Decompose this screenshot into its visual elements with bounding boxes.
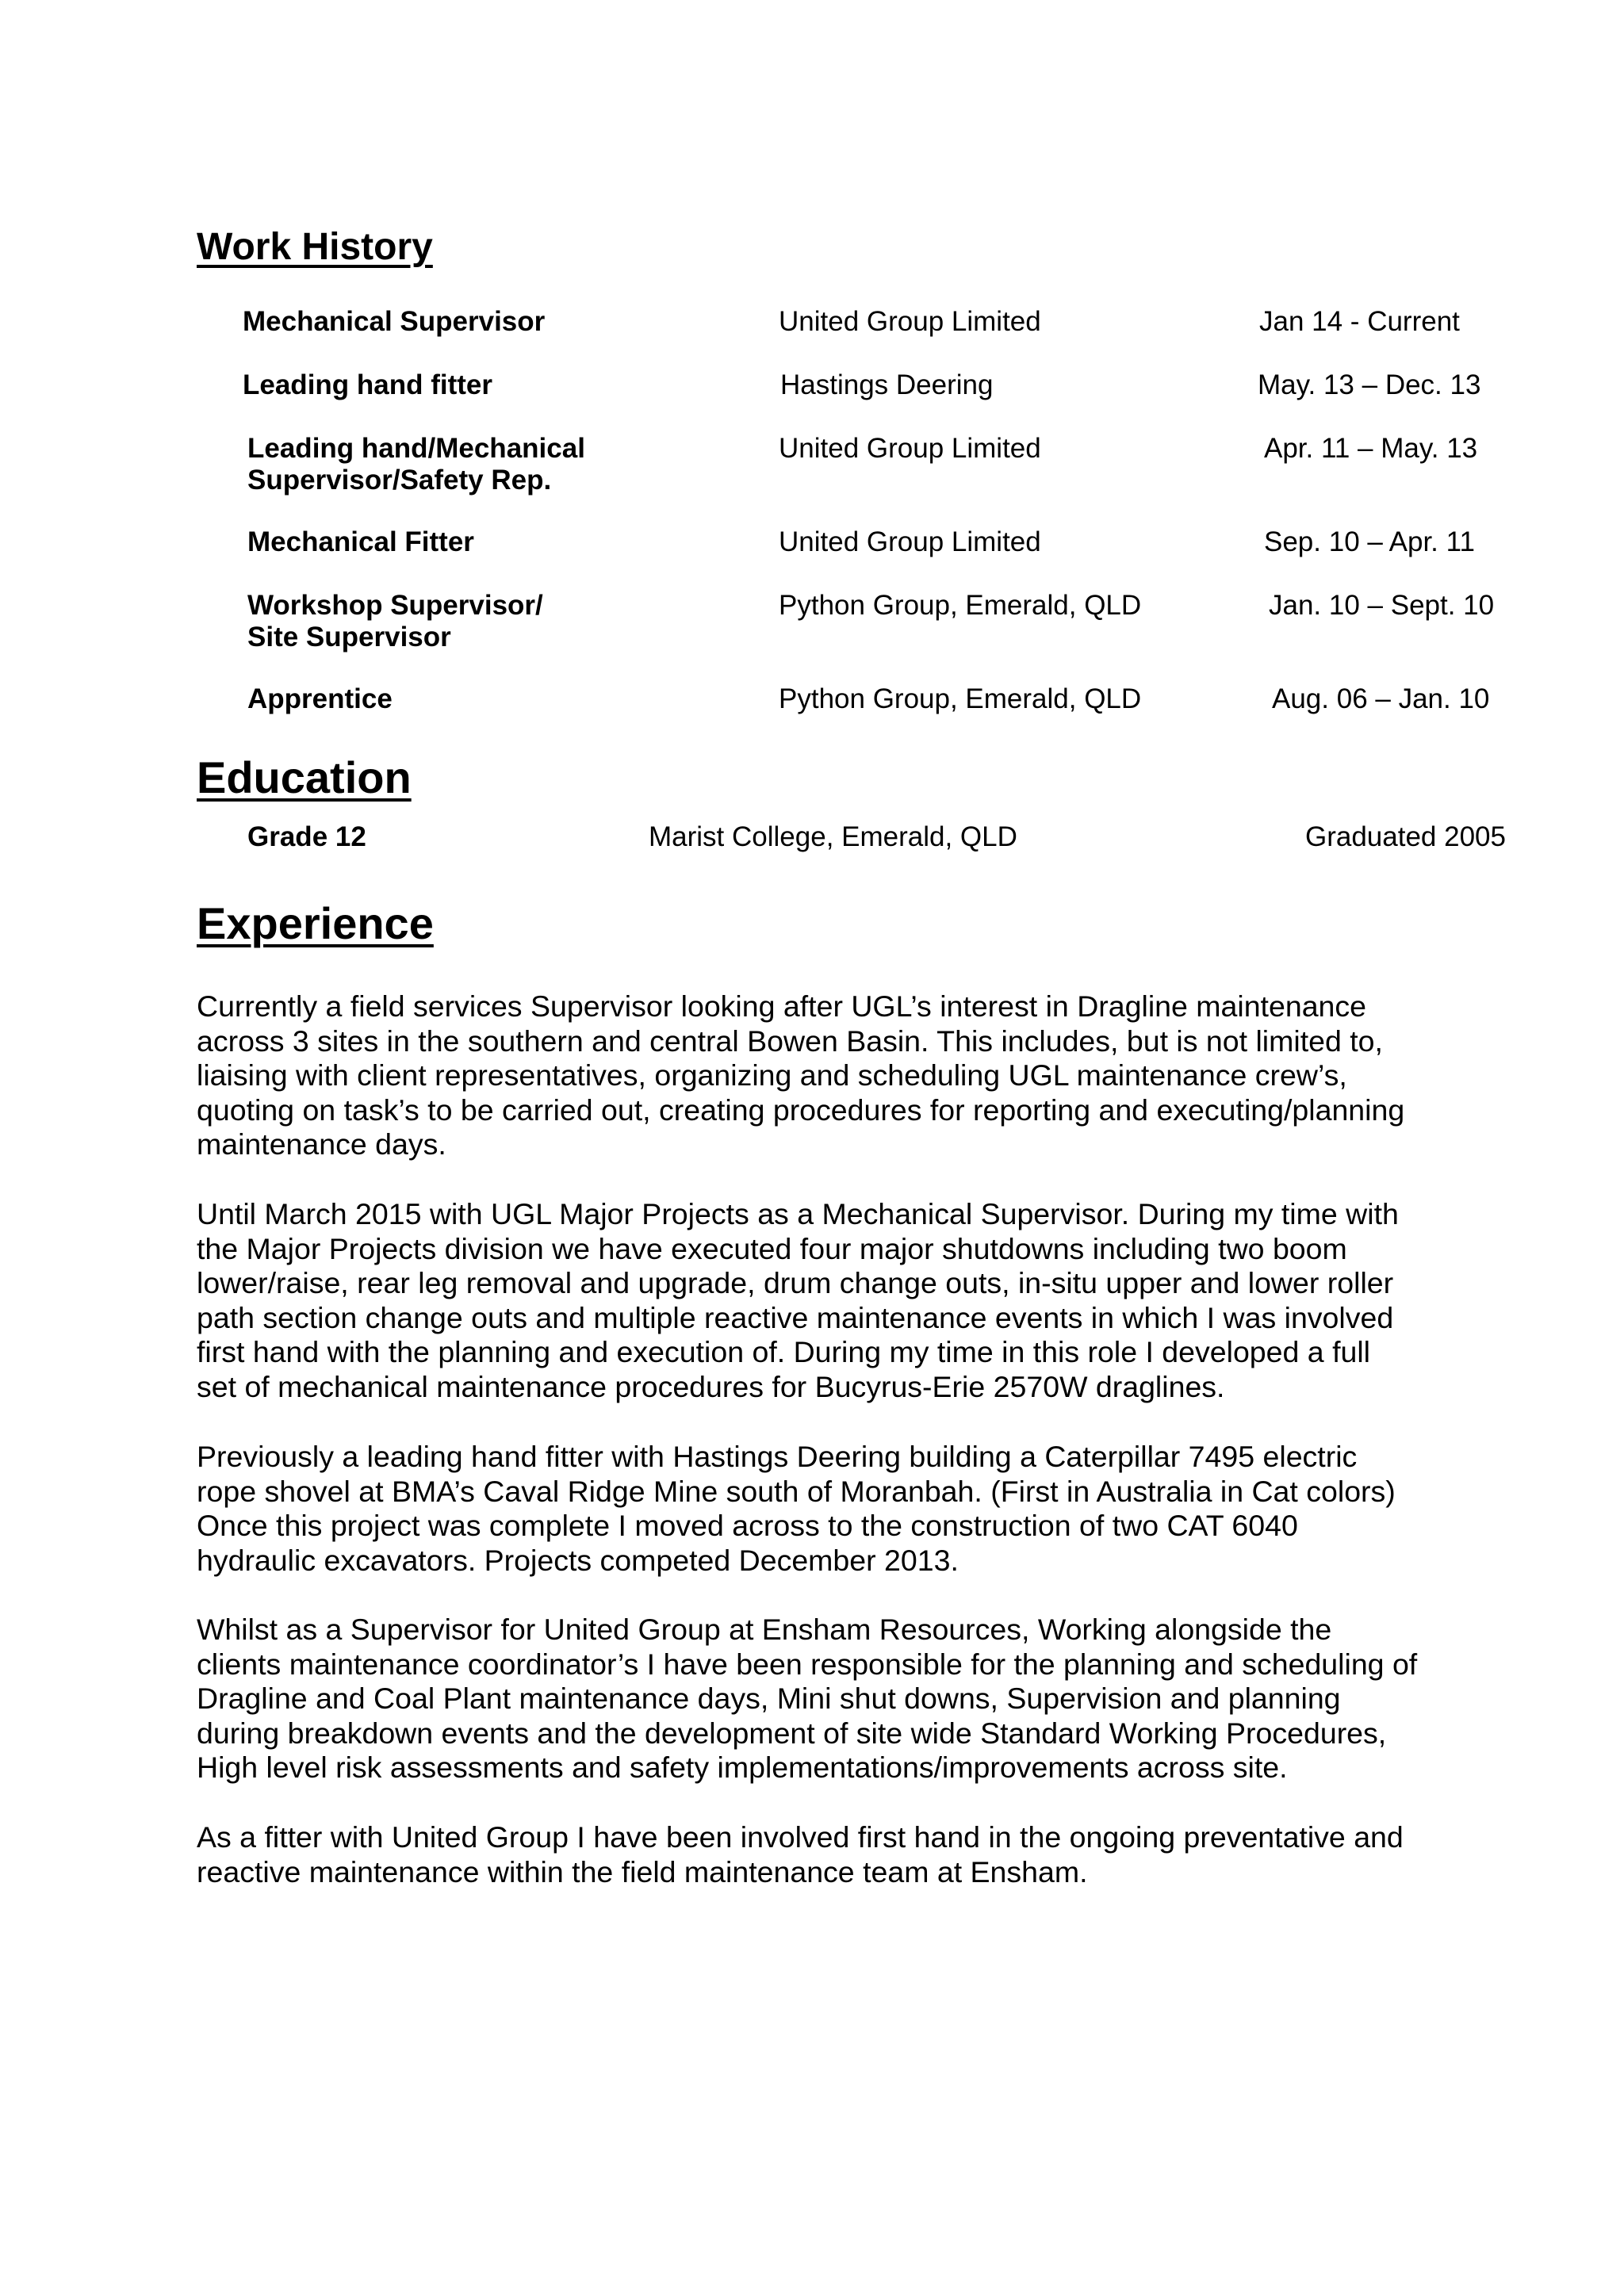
job-title: Leading hand/Mechanical [247, 433, 585, 464]
job-company: United Group Limited [779, 526, 1041, 557]
experience-heading: Experience [197, 898, 434, 948]
paragraph-line: Whilst as a Supervisor for United Group at Ensham Resources, Working alongside the [197, 1613, 1332, 1646]
experience-paragraph [197, 1197, 1450, 1404]
job-company: Python Group, Emerald, QLD [779, 683, 1142, 714]
job-title: Apprentice [247, 683, 393, 714]
paragraph-line: maintenance days. [197, 1127, 446, 1161]
paragraph-line: Until March 2015 with UGL Major Projects as a Mechanical Supervisor. During my time with [197, 1197, 1399, 1230]
job-dates: Jan 14 - Current [1259, 306, 1460, 337]
paragraph-line: the Major Projects division we have executed four major shutdowns including two boom [197, 1231, 1347, 1265]
education-level: Grade 12 [247, 821, 366, 852]
education-school: Marist College, Emerald, QLD [649, 821, 1017, 852]
paragraph-line: reactive maintenance within the field maintenance team at Ensham. [197, 1854, 1088, 1888]
job-dates: May. 13 – Dec. 13 [1258, 369, 1481, 400]
education-heading: Education [197, 752, 412, 802]
paragraph-line: Once this project was complete I moved across to the construction of two CAT 6040 [197, 1509, 1298, 1542]
job-title: Supervisor/Safety Rep. [247, 465, 552, 496]
paragraph-line: hydraulic excavators. Projects competed December 2013. [197, 1543, 959, 1577]
job-title: Mechanical Fitter [247, 526, 474, 557]
experience-paragraph [197, 1613, 1450, 1785]
paragraph-line: first hand with the planning and execution of. During my time in this role I developed a full [197, 1335, 1371, 1368]
job-company: United Group Limited [779, 306, 1041, 337]
experience-paragraph [197, 989, 1450, 1162]
paragraph-line: lower/raise, rear leg removal and upgrade, drum change outs, in-situ upper and lower roller [197, 1266, 1394, 1299]
job-dates: Apr. 11 – May. 13 [1264, 433, 1478, 464]
paragraph-line: path section change outs and multiple reactive maintenance events in which I was involved [197, 1300, 1394, 1334]
job-company: United Group Limited [779, 433, 1041, 464]
paragraph-line: Previously a leading hand fitter with Hastings Deering building a Caterpillar 7495 electric [197, 1440, 1358, 1473]
job-dates: Sep. 10 – Apr. 11 [1264, 526, 1475, 557]
paragraph-line: Currently a field services Supervisor looking after UGL’s interest in Dragline maintenance [197, 989, 1367, 1023]
job-title: Site Supervisor [247, 622, 451, 652]
job-title: Mechanical Supervisor [243, 306, 546, 337]
experience-paragraph [197, 1440, 1450, 1578]
paragraph-line: during breakdown events and the development of site wide Standard Working Procedures, [197, 1716, 1387, 1750]
paragraph-line: As a fitter with United Group I have been involved first hand in the ongoing preventative and [197, 1820, 1404, 1854]
work-history-heading: Work History [197, 226, 433, 268]
job-title: Leading hand fitter [243, 369, 492, 400]
job-dates: Aug. 06 – Jan. 10 [1272, 683, 1490, 714]
paragraph-line: rope shovel at BMA’s Caval Ridge Mine south of Moranbah. (First in Australia in Cat colors) [197, 1474, 1396, 1508]
experience-paragraph [197, 1820, 1450, 1889]
paragraph-line: across 3 sites in the southern and central Bowen Basin. This includes, but is not limited to, [197, 1024, 1383, 1058]
paragraph-line: quoting on task’s to be carried out, creating procedures for reporting and executing/planning [197, 1093, 1405, 1127]
paragraph-line: liaising with client representatives, organizing and scheduling UGL maintenance crew’s, [197, 1058, 1347, 1092]
paragraph-line: set of mechanical maintenance procedures for Bucyrus-Erie 2570W draglines. [197, 1369, 1225, 1403]
paragraph-line: Dragline and Coal Plant maintenance days, Mini shut downs, Supervision and planning [197, 1682, 1341, 1715]
job-company: Hastings Deering [780, 369, 994, 400]
paragraph-line: High level risk assessments and safety implementations/improvements across site. [197, 1751, 1288, 1784]
job-company: Python Group, Emerald, QLD [779, 590, 1142, 621]
job-dates: Jan. 10 – Sept. 10 [1269, 590, 1495, 621]
job-title: Workshop Supervisor/ [247, 590, 543, 621]
education-status: Graduated 2005 [1305, 821, 1506, 852]
paragraph-line: clients maintenance coordinator’s I have been responsible for the planning and scheduling of [197, 1647, 1418, 1681]
